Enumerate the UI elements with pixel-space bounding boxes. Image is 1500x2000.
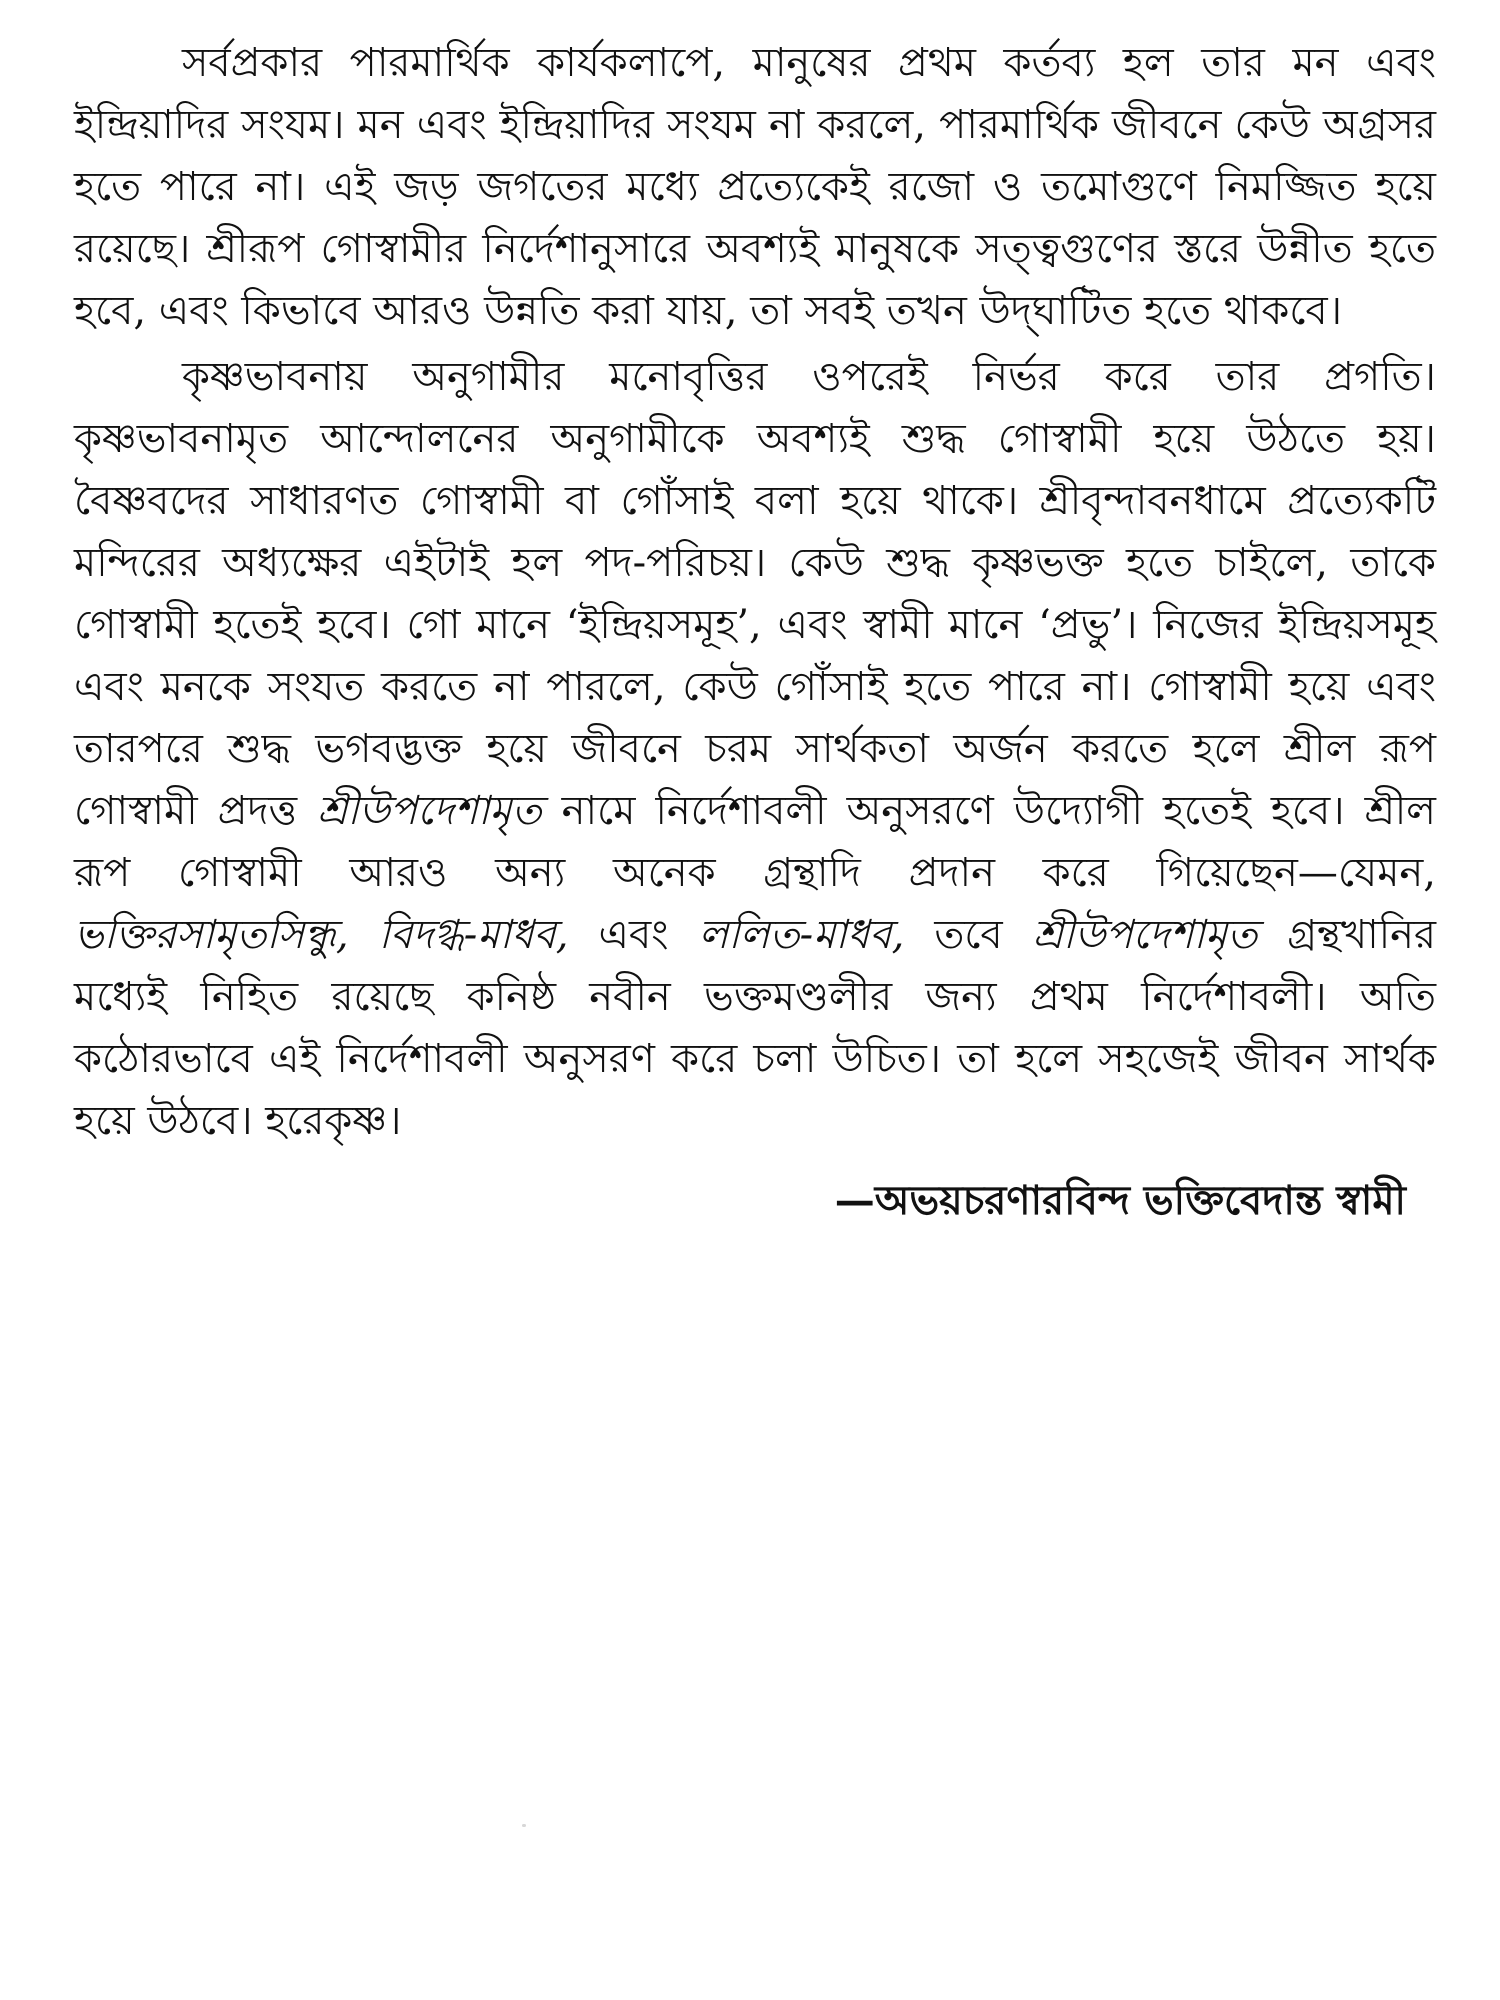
book-title-italic: শ্রীউপদেশামৃত <box>1032 912 1258 958</box>
document-page <box>74 32 1436 1232</box>
body-paragraph <box>74 346 1436 1152</box>
book-title-italic: ভক্তিরসামৃতসিন্ধু, বিদগ্ধ-মাধব, <box>74 912 569 958</box>
paragraph-text: নামে নির্দেশাবলী অনুসরণে উদ্যোগী হতেই হবে। শ্রীল রূপ গোস্বামী আরও অন্য অনেক গ্রন্থাদি প্রদান করে গিয়েছেন—যেমন, <box>74 788 1436 896</box>
scan-speck <box>522 1824 526 1827</box>
paragraph-text: তবে <box>904 912 1033 958</box>
paragraph-text: এবং <box>568 912 699 958</box>
book-title-italic: ললিত-মাধব, <box>698 912 905 958</box>
body-text <box>74 32 1436 1152</box>
body-paragraph <box>74 32 1436 342</box>
paragraph-text: সর্বপ্রকার পারমার্থিক কার্যকলাপে, মানুষের প্রথম কর্তব্য হল তার মন এবং ইন্দ্রিয়াদির সংযম। মন এবং ইন্দ্রিয়াদির সংযম না করলে, পারমার্থিক জীবনে কেউ অগ্রসর হতে পারে না। এই জড় জগতের মধ্যে প্রত্যেকেই রজো ও তমোগুণে নিমজ্জিত হয়ে রয়েছে। শ্রীরূপ গোস্বামীর নির্দেশানুসারে অবশ্যই মানুষকে সত্ত্বগুণের স্তরে উন্নীত হতে হবে, এবং কিভাবে আরও উন্নতি করা যায়, তা সবই তখন উদ্‌ঘাটিত হতে থাকবে। <box>74 40 1436 334</box>
author-signature: —অভয়চরণারবিন্দ ভক্তিবেদান্ত স্বামী <box>834 1177 1406 1224</box>
paragraph-text: কৃষ্ণভাবনায় অনুগামীর মনোবৃত্তির ওপরেই নির্ভর করে তার প্রগতি। কৃষ্ণভাবনামৃত আন্দোলনের অনুগামীকে অবশ্যই শুদ্ধ গোস্বামী হয়ে উঠতে হয়। বৈষ্ণবদের সাধারণত গোস্বামী বা গোঁসাই বলা হয়ে থাকে। শ্রীবৃন্দাবনধামে প্রত্যেকটি মন্দিরের অধ্যক্ষের এইটাই হল পদ-পরিচয়। কেউ শুদ্ধ কৃষ্ণভক্ত হতে চাইলে, তাকে গোস্বামী হতেই হবে। গো মানে ‘ইন্দ্রিয়সমূহ’, এবং স্বামী মানে ‘প্রভু’। নিজের ইন্দ্রিয়সমূহ এবং মনকে সংযত করতে না পারলে, কেউ গোঁসাই হতে পারে না। গোস্বামী হয়ে এবং তারপরে শুদ্ধ ভগবদ্ভক্ত হয়ে জীবনে চরম সার্থকতা অর্জন করতে হলে শ্রীল রূপ গোস্বামী প্রদত্ত <box>74 354 1436 834</box>
book-title-italic: শ্রীউপদেশামৃত <box>317 788 542 834</box>
paragraph-text: গ্রন্থখানির মধ্যেই নিহিত রয়েছে কনিষ্ঠ নবীন ভক্তমণ্ডলীর জন্য প্রথম নির্দেশাবলী। অতি কঠোরভাবে এই নির্দেশাবলী অনুসরণ করে চলা উচিত। তা হলে সহজেই জীবন সার্থক হয়ে উঠবে। হরেকৃষ্ণ। <box>74 912 1437 1144</box>
